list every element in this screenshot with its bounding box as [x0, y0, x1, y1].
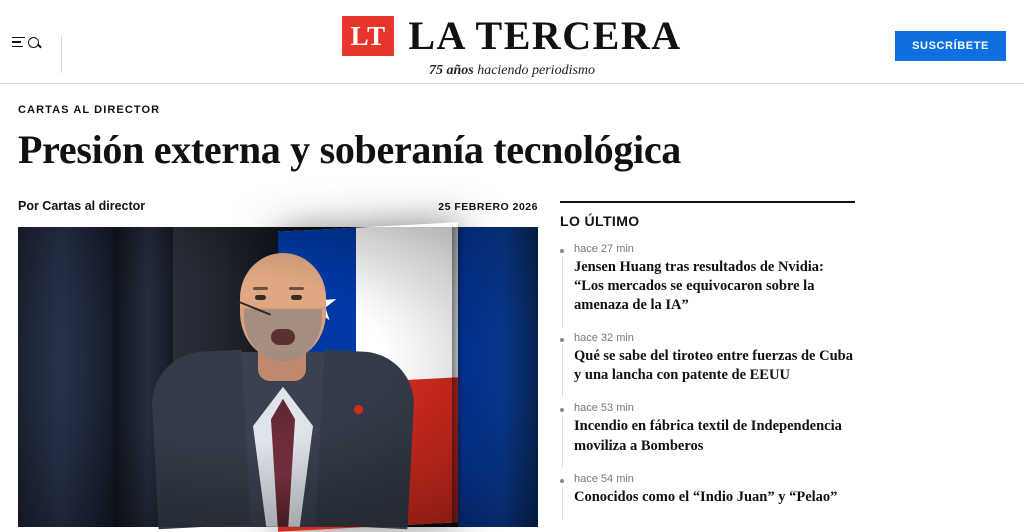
subscribe-button[interactable]: SUSCRÍBETE	[895, 31, 1006, 61]
list-item[interactable]	[560, 243, 855, 315]
page-title: Presión externa y soberanía tecnológica	[18, 127, 682, 172]
sidebar-top-rule	[560, 201, 855, 203]
search-icon[interactable]	[28, 37, 39, 48]
latest-news-sidebar	[560, 199, 855, 527]
news-timestamp: hace 27 min	[574, 242, 634, 255]
news-headline[interactable]: Qué se sabe del tiroteo entre fuerzas de Cuba y una lancha con patente de EEUU	[574, 348, 853, 384]
article-byline[interactable]: Por Cartas al director	[18, 198, 146, 213]
byline-row	[18, 199, 538, 213]
list-item[interactable]	[560, 473, 855, 507]
hamburger-icon[interactable]	[12, 34, 25, 51]
tagline-years: 75 años	[428, 63, 474, 78]
header-left	[0, 0, 62, 84]
sidebar-title: LO ÚLTIMO	[560, 212, 640, 229]
article-kicker[interactable]: CARTAS AL DIRECTOR	[18, 104, 161, 116]
hero-vignette	[18, 227, 538, 527]
news-timestamp: hace 54 min	[574, 472, 634, 485]
site-logo-link[interactable]	[342, 13, 682, 58]
latest-news-list	[560, 243, 855, 507]
content-columns	[18, 199, 1006, 527]
site-header	[0, 0, 1024, 84]
brand-block	[0, 13, 1024, 79]
lt-logo-mark: LT	[342, 16, 394, 56]
article-date: 25 FEBRERO 2026	[438, 200, 538, 213]
site-tagline	[429, 63, 595, 79]
article-main-column	[18, 199, 538, 527]
article-hero-image	[18, 227, 538, 527]
news-headline[interactable]: Conocidos como el “Indio Juan” y “Pelao”	[574, 488, 838, 505]
news-timestamp: hace 32 min	[574, 332, 634, 345]
news-timestamp: hace 53 min	[574, 402, 634, 415]
list-item[interactable]	[560, 332, 855, 385]
list-item[interactable]	[560, 402, 855, 455]
menu-search-button[interactable]	[12, 34, 39, 51]
site-wordmark: LA TERCERA	[408, 13, 682, 58]
news-headline[interactable]: Jensen Huang tras resultados de Nvidia: “Los mercados se equivocaron sobre la amenaza de la IA”	[574, 258, 824, 314]
news-headline[interactable]: Incendio en fábrica textil de Independencia moviliza a Bomberos	[574, 418, 842, 454]
page-body	[0, 104, 1024, 527]
tagline-rest: haciendo periodismo	[473, 63, 596, 78]
header-divider	[61, 35, 62, 73]
